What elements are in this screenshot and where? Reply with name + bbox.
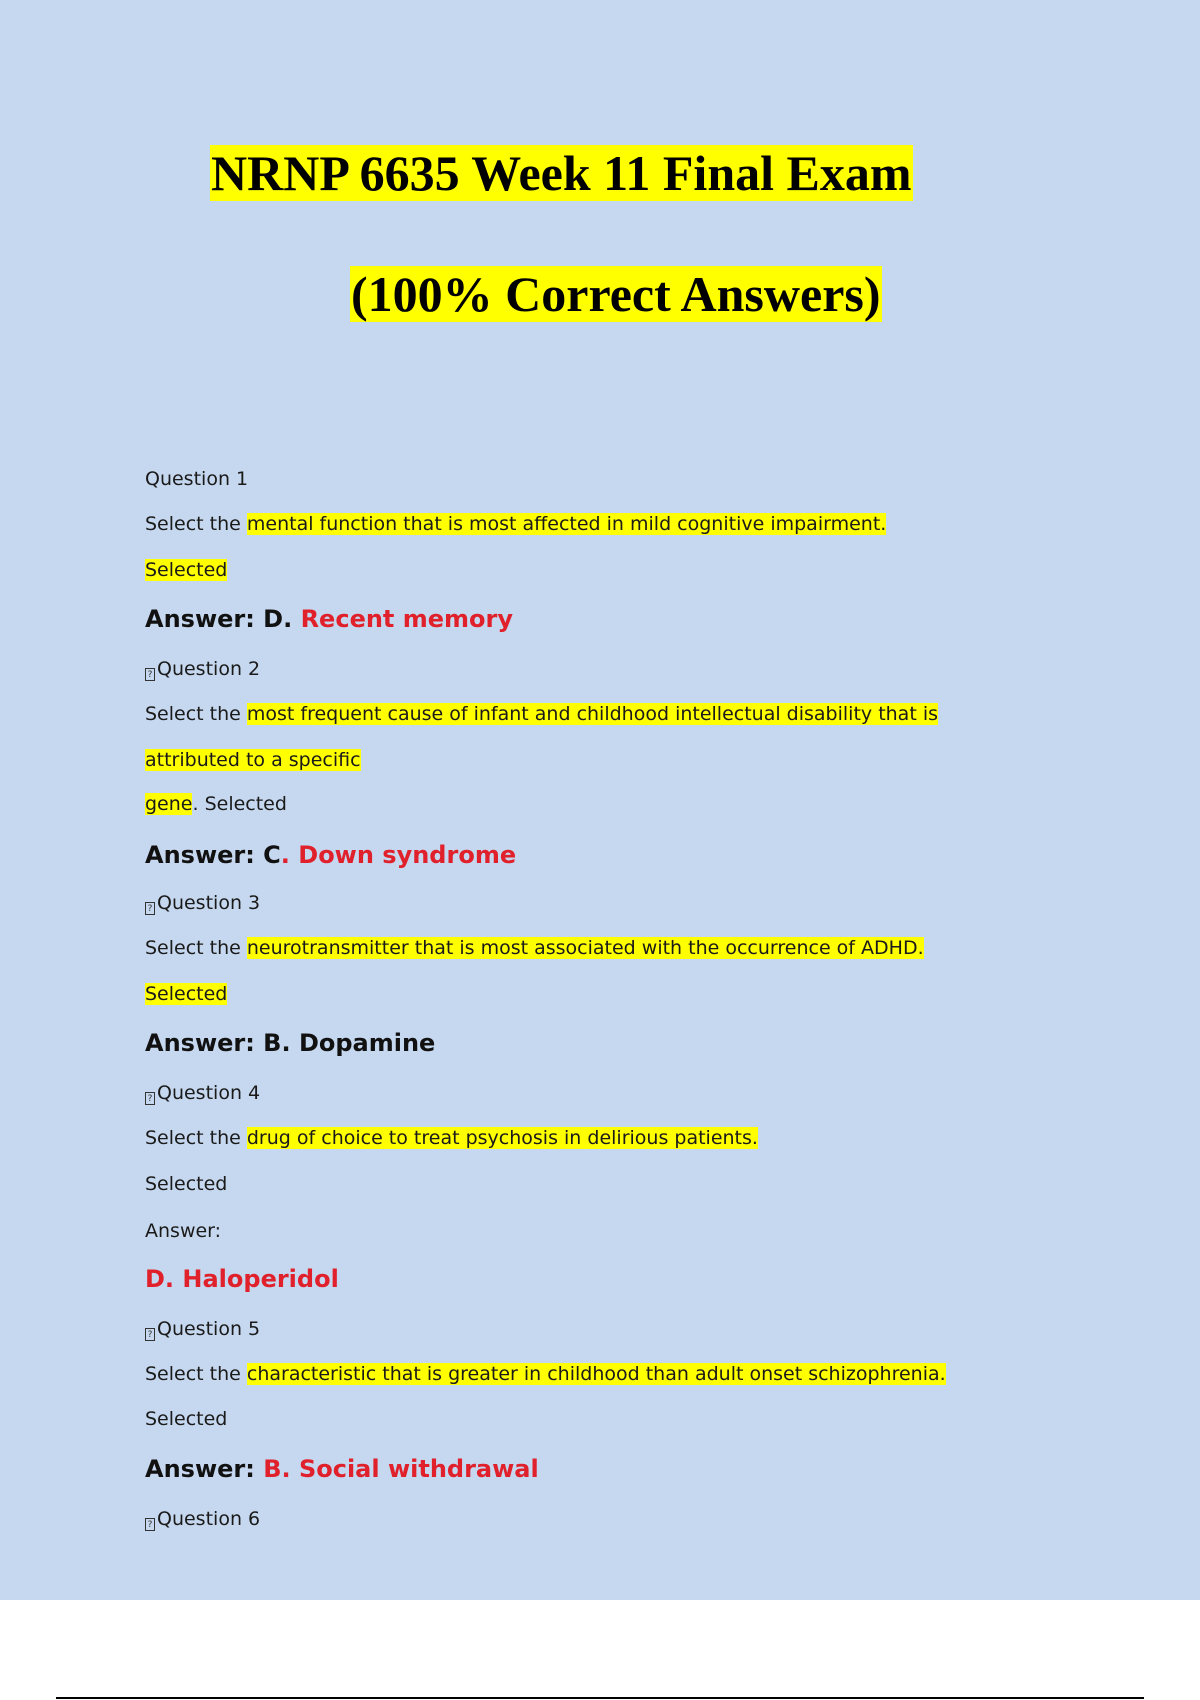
- question-2-prompt-highlight-1: most frequent cause of infant and childhood intellectual disability that is: [246, 703, 938, 725]
- question-3-label-row: [145, 890, 260, 916]
- question-1-label: Question 1: [145, 468, 249, 490]
- missing-glyph-icon: ?: [145, 1518, 155, 1531]
- question-6-label: Question 6: [157, 1508, 261, 1530]
- question-3-prompt-highlight: neurotransmitter that is most associated with the occurrence of ADHD.: [246, 937, 924, 959]
- question-1-answer-prefix: Answer: D.: [145, 605, 301, 633]
- missing-glyph-icon: ?: [145, 1092, 155, 1105]
- question-5-prompt-highlight: characteristic that is greater in childhood than adult onset schizophrenia.: [246, 1363, 946, 1385]
- title-line-1: NRNP 6635 Week 11 Final Exam: [211, 145, 912, 201]
- question-5-answer: [145, 1453, 539, 1485]
- question-2-prompt-highlight-2: attributed to a specific: [145, 749, 361, 771]
- question-3-answer: Answer: B. Dopamine: [145, 1029, 436, 1057]
- question-3-prompt-start: Select the: [145, 937, 247, 959]
- question-4-label: Question 4: [157, 1082, 261, 1104]
- question-2-label-row: [145, 656, 260, 682]
- question-1-answer: [145, 603, 513, 635]
- question-5-prompt-start: Select the: [145, 1363, 247, 1385]
- question-5-selected: Selected: [145, 1408, 228, 1430]
- missing-glyph-icon: ?: [145, 1328, 155, 1341]
- question-5-answer-value: B. Social withdrawal: [263, 1455, 539, 1483]
- question-2-prompt-start: Select the: [145, 703, 247, 725]
- missing-glyph-icon: ?: [145, 902, 155, 915]
- question-3-label: Question 3: [157, 892, 261, 914]
- title-line-2: (100% Correct Answers): [351, 266, 881, 322]
- question-2-answer-value: . Down syndrome: [280, 841, 517, 869]
- question-3-selected: [145, 981, 227, 1007]
- missing-glyph-icon: ?: [145, 668, 155, 681]
- document-title: [210, 143, 913, 203]
- question-5-answer-prefix: Answer:: [145, 1455, 264, 1483]
- question-4-label-row: [145, 1080, 260, 1106]
- question-2-prompt-end: . Selected: [192, 793, 287, 815]
- document-subtitle: [350, 264, 882, 324]
- question-4-selected: Selected: [145, 1173, 228, 1195]
- question-1-answer-value: Recent memory: [300, 605, 514, 633]
- question-4-answer-label: Answer:: [145, 1220, 222, 1242]
- question-5-prompt: [145, 1361, 946, 1387]
- question-2-prompt-line-2: [145, 747, 361, 773]
- question-3-selected-text: Selected: [145, 983, 228, 1005]
- question-2-prompt-line-1: [145, 701, 938, 727]
- question-1-prompt-start: Select the: [145, 513, 247, 535]
- question-1-prompt-highlight: mental function that is most affected in mild cognitive impairment.: [246, 513, 887, 535]
- question-4-prompt-start: Select the: [145, 1127, 247, 1149]
- question-1-selected-text: Selected: [145, 559, 228, 581]
- question-5-label-row: [145, 1316, 260, 1342]
- footer-divider: [56, 1697, 1144, 1699]
- question-1-prompt: [145, 511, 886, 537]
- question-4-answer-value: D. Haloperidol: [145, 1265, 339, 1293]
- question-4-prompt: [145, 1125, 758, 1151]
- question-2-answer-prefix: Answer: C: [145, 841, 281, 869]
- question-1-selected: [145, 557, 227, 583]
- question-2-answer: [145, 839, 516, 871]
- question-3-prompt: [145, 935, 924, 961]
- question-5-label: Question 5: [157, 1318, 261, 1340]
- question-2-prompt-line-3: [145, 791, 287, 817]
- question-2-prompt-highlight-3: gene: [145, 793, 193, 815]
- question-6-label-row: [145, 1506, 260, 1532]
- question-4-prompt-highlight: drug of choice to treat psychosis in delirious patients.: [246, 1127, 758, 1149]
- question-2-label: Question 2: [157, 658, 261, 680]
